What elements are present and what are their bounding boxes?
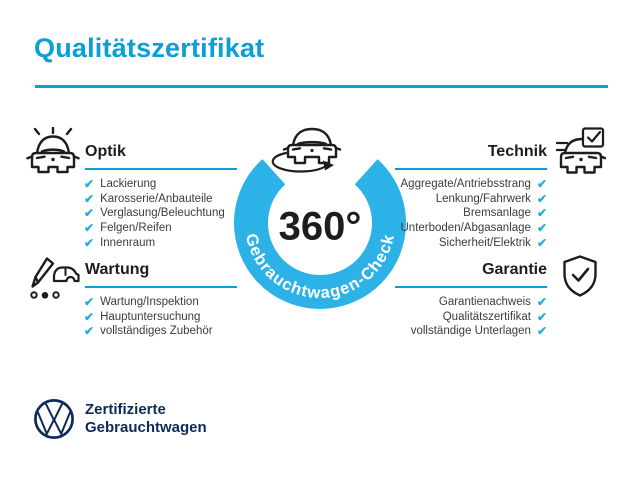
- section-rule-technik: [395, 168, 547, 170]
- checklist-item: [84, 177, 225, 192]
- car-checkbox-icon: [556, 126, 606, 178]
- optik-checklist: [84, 177, 225, 250]
- check-icon: ✔: [536, 206, 547, 221]
- brand-claim-line1: Zertifizierte: [85, 401, 166, 418]
- shield-check-icon: [562, 255, 598, 299]
- check-icon: ✔: [84, 324, 95, 339]
- checklist-item: [327, 295, 547, 310]
- checklist-item-label: Karosserie/Anbauteile: [100, 192, 213, 205]
- checklist-item: [327, 235, 547, 250]
- checklist-item: [84, 206, 225, 221]
- checklist-item: [327, 324, 547, 339]
- section-title-technik: Technik: [487, 143, 547, 160]
- section-rule-garantie: [395, 286, 547, 288]
- vw-logo: [33, 398, 75, 440]
- ring-label: Gebrauchtwagen-Check: [241, 231, 399, 303]
- shiny-car-icon: [26, 127, 80, 175]
- checklist-item-label: vollständiges Zubehör: [100, 325, 213, 338]
- checklist-item: [327, 206, 547, 221]
- checklist-item: [84, 221, 225, 236]
- checklist-item-label: Garantienachweis: [438, 296, 531, 309]
- check-icon: ✔: [536, 191, 547, 206]
- check-icon: ✔: [536, 295, 547, 310]
- garantie-checklist: [327, 295, 547, 339]
- page-title: Qualitätszertifikat: [34, 33, 265, 63]
- checklist-item-label: Unterboden/Abgasanlage: [400, 222, 531, 235]
- check-icon: ✔: [536, 221, 547, 236]
- checklist-item: [84, 295, 213, 310]
- checklist-item-label: Lenkung/Fahrwerk: [435, 192, 531, 205]
- technik-checklist: [327, 177, 547, 250]
- checklist-item-label: Innenraum: [100, 236, 156, 249]
- checklist-item: [84, 310, 213, 325]
- checklist-item-label: Felgen/Reifen: [100, 222, 172, 235]
- brand-claim: [85, 401, 207, 436]
- checklist-item: [84, 235, 225, 250]
- check-icon: ✔: [84, 221, 95, 236]
- checklist-item: [84, 324, 213, 339]
- checklist-item-label: Qualitätszertifikat: [442, 310, 531, 323]
- header-rule: [35, 85, 608, 88]
- check-icon: ✔: [84, 191, 95, 206]
- checklist-item: [327, 221, 547, 236]
- checklist-item-label: Sicherheit/Elektrik: [438, 236, 531, 249]
- section-title-wartung: Wartung: [85, 261, 150, 278]
- checklist-item: [327, 177, 547, 192]
- section-rule-optik: [85, 168, 237, 170]
- check-icon: ✔: [84, 295, 95, 310]
- checklist-item: [84, 192, 225, 207]
- check-icon: ✔: [536, 235, 547, 250]
- checklist-item: [327, 192, 547, 207]
- checklist-item-label: Aggregate/Antriebsstrang: [400, 178, 531, 191]
- section-title-optik: Optik: [85, 143, 126, 160]
- service-checklist-car-icon: [26, 255, 80, 301]
- checklist-item-label: Verglasung/Beleuchtung: [100, 207, 225, 220]
- check-icon: ✔: [84, 177, 95, 192]
- checklist-item-label: vollständige Unterlagen: [410, 325, 531, 338]
- brand-claim-line2: Gebrauchtwagen: [85, 418, 207, 436]
- check-icon: ✔: [536, 177, 547, 192]
- degree-label: 360°: [278, 204, 362, 249]
- checklist-item-label: Wartung/Inspektion: [100, 296, 199, 309]
- checklist-item-label: Lackierung: [100, 178, 157, 191]
- check-icon: ✔: [536, 309, 547, 324]
- checklist-item-label: Bremsanlage: [463, 207, 531, 220]
- checklist-item-label: Hauptuntersuchung: [100, 310, 201, 323]
- rotating-car-icon: [273, 129, 340, 171]
- check-icon: ✔: [84, 309, 95, 324]
- check-icon: ✔: [84, 206, 95, 221]
- section-title-garantie: Garantie: [482, 261, 547, 278]
- section-rule-wartung: [85, 286, 237, 288]
- wartung-checklist: [84, 295, 213, 339]
- checklist-item: [327, 310, 547, 325]
- check-icon: ✔: [84, 235, 95, 250]
- check-icon: ✔: [536, 324, 547, 339]
